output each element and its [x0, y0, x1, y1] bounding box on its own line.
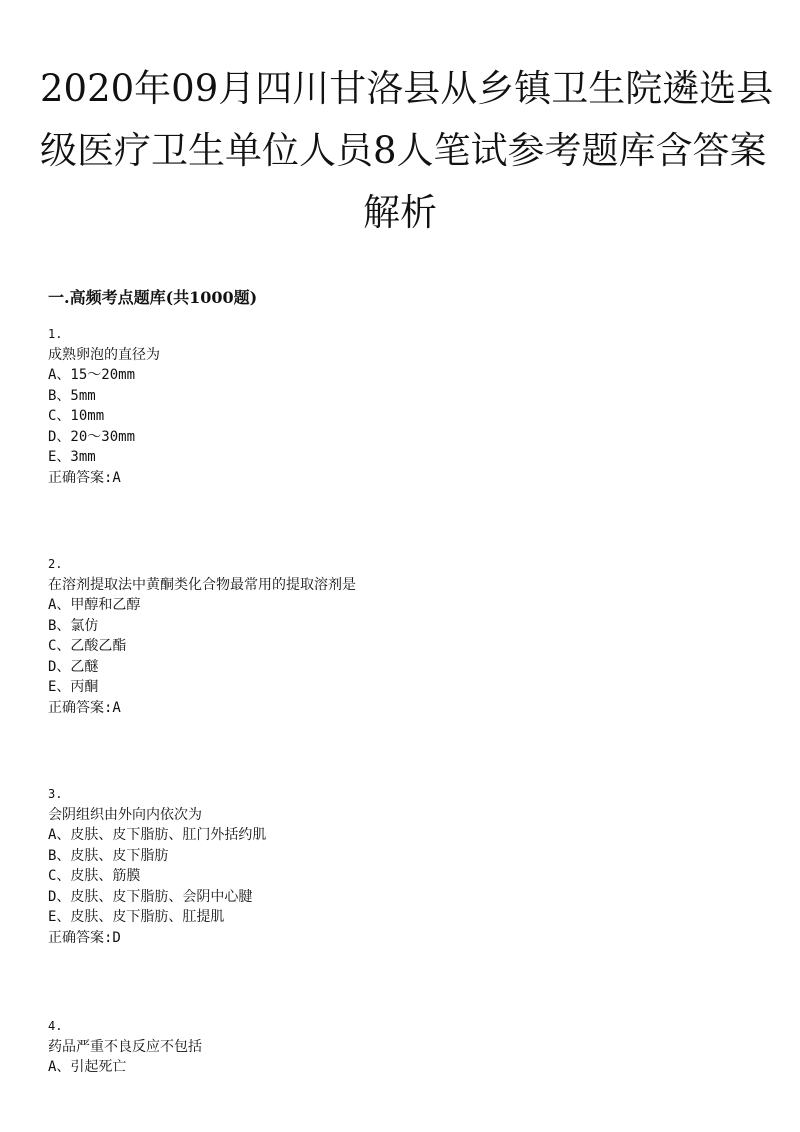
option-d: D、乙醚	[48, 658, 99, 675]
option-c: C、乙酸乙酯	[48, 638, 127, 654]
question-text: 在溶剂提取法中黄酮类化合物最常用的提取溶剂是	[48, 576, 356, 593]
document-title	[40, 58, 774, 244]
question-text: 会阴组织由外向内依次为	[48, 806, 202, 823]
option-b: B、5mm	[48, 387, 96, 404]
correct-answer: 正确答案:D	[48, 929, 121, 946]
correct-answer: 正确答案:A	[48, 469, 121, 486]
option-c: C、10mm	[48, 408, 105, 424]
question-3	[48, 784, 266, 948]
option-d: D、皮肤、皮下脂肪、会阴中心腱	[48, 888, 253, 905]
option-e: E、丙酮	[48, 679, 99, 695]
option-d: D、20～30mm	[48, 428, 136, 445]
title-line-2: 级医疗卫生单位人员8人笔试参考题库含答案	[40, 129, 767, 172]
question-number: 2.	[48, 557, 63, 571]
option-a: A、引起死亡	[48, 1059, 127, 1075]
option-a: A、15～20mm	[48, 367, 136, 383]
question-number: 3.	[48, 787, 63, 801]
question-number: 4.	[48, 1019, 63, 1033]
question-number: 1.	[48, 327, 63, 341]
section-heading: 一.高频考点题库(共1000题)	[48, 288, 258, 307]
option-e: E、皮肤、皮下脂肪、肛提肌	[48, 909, 225, 925]
title-line-1: 2020年09月四川甘洛县从乡镇卫生院遴选县	[40, 67, 774, 110]
option-b: B、氯仿	[48, 617, 99, 634]
question-4	[48, 1016, 202, 1078]
option-a: A、甲醇和乙醇	[48, 597, 141, 613]
title-line-3: 解析	[363, 191, 437, 234]
question-2	[48, 554, 356, 718]
option-e: E、3mm	[48, 449, 96, 465]
option-c: C、皮肤、筋膜	[48, 868, 141, 884]
question-text: 药品严重不良反应不包括	[48, 1038, 202, 1055]
option-a: A、皮肤、皮下脂肪、肛门外括约肌	[48, 827, 267, 843]
question-text: 成熟卵泡的直径为	[48, 346, 160, 363]
correct-answer: 正确答案:A	[48, 699, 121, 716]
option-b: B、皮肤、皮下脂肪	[48, 847, 169, 864]
question-1	[48, 324, 160, 488]
